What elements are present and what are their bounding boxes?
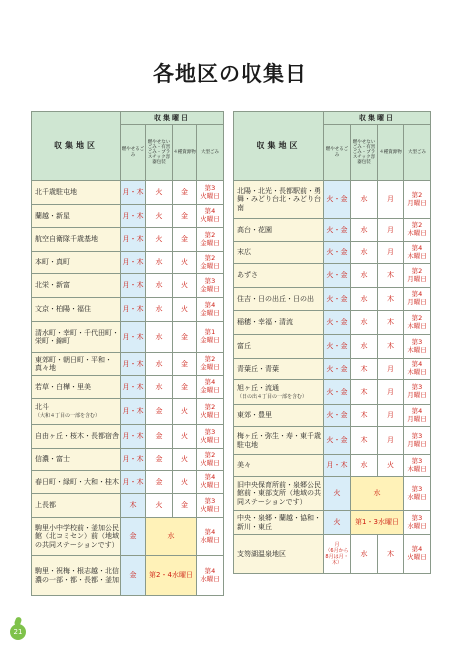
burnable-day: 月・木: [121, 252, 146, 274]
area-name: [234, 335, 324, 359]
area-name: 中央・泉郷・蘭越・協和・新川・東丘: [234, 511, 324, 535]
nonburnable-day: 水: [351, 311, 378, 335]
table-row: [32, 494, 224, 518]
area-name: [32, 353, 121, 376]
area-label: 文京・柏陽・福住: [35, 305, 91, 314]
area-name: [234, 427, 324, 455]
nonburnable-day: 火: [146, 205, 173, 228]
table-row: [32, 449, 224, 471]
nonburnable-day: 水: [146, 322, 173, 353]
burnable-day: 月・木: [121, 274, 146, 298]
merged-day: 第2・4水曜日: [146, 556, 197, 596]
burnable-day: 火・金: [324, 335, 351, 359]
large-waste-day: 第3 月曜日: [404, 380, 431, 405]
area-note: （日の出４丁目の一部を含む）: [237, 393, 308, 400]
large-waste-day: 第2 金曜日: [197, 353, 224, 376]
table-row: [32, 556, 224, 596]
nonburnable-day: 木: [351, 359, 378, 380]
table-row: [234, 477, 431, 511]
burnable-day: 月・木: [121, 181, 146, 205]
nonburnable-day: 水: [351, 335, 378, 359]
large-waste-day: 第3 金曜日: [197, 274, 224, 298]
resources-day: 月: [378, 242, 404, 264]
resources-day: 火: [378, 455, 404, 477]
large-waste-day: 第4 木曜日: [404, 359, 431, 380]
large-waste-day: 第4 火曜日: [197, 471, 224, 494]
area-label: 末広: [237, 248, 251, 257]
table-row: [32, 322, 224, 353]
table-row: [234, 311, 431, 335]
resources-day: 火: [173, 471, 197, 494]
area-header: 収集地区: [234, 112, 324, 181]
large-waste-day: 第4 水曜日: [197, 556, 224, 596]
area-label: 春日町・緑町・大和・桂木: [35, 477, 119, 486]
merged-day: 水: [146, 518, 197, 556]
large-waste-day: 第2 月曜日: [404, 181, 431, 219]
area-name: [234, 242, 324, 264]
table-row: [234, 219, 431, 242]
table-row: [234, 242, 431, 264]
burnable-day: 月・木: [121, 399, 146, 425]
area-label: 稲穂・幸福・清流: [237, 318, 293, 327]
resources-day: 木: [378, 311, 404, 335]
burnable-day: 月・木: [121, 228, 146, 252]
resources-day: 火: [173, 399, 197, 425]
large-waste-day: 第4 月曜日: [404, 405, 431, 427]
col-large: 大型ごみ: [404, 125, 431, 181]
page-number: 21: [10, 624, 26, 640]
table-row: [32, 399, 224, 425]
resources-day: 月: [378, 181, 404, 219]
burnable-day: 木: [121, 494, 146, 518]
schedule-table-right: [233, 111, 431, 574]
area-label: 蘭越・新星: [35, 211, 70, 220]
area-name: [32, 471, 121, 494]
table-row: [32, 274, 224, 298]
collection-day-header: 収集曜日: [121, 112, 224, 125]
resources-day: 金: [173, 376, 197, 399]
nonburnable-day: 水: [351, 264, 378, 288]
resources-day: 金: [173, 228, 197, 252]
resources-day: 火: [173, 449, 197, 471]
merged-day: 第1・3水曜日: [351, 511, 404, 535]
large-waste-day: 第4 月曜日: [404, 288, 431, 311]
area-name: [32, 274, 121, 298]
area-name: [32, 205, 121, 228]
area-name: 駒里・祝梅・根志越・北信濃の一部・都・長都・釜加: [32, 556, 121, 596]
table-row: [234, 335, 431, 359]
area-label: 信濃・富士: [35, 455, 70, 464]
large-waste-day: 第3 水曜日: [404, 511, 431, 535]
resources-day: 火: [173, 425, 197, 449]
nonburnable-day: 木: [351, 380, 378, 405]
table-row: [32, 425, 224, 449]
table-row: [32, 298, 224, 322]
table-row: [234, 359, 431, 380]
table-row: [234, 288, 431, 311]
table-row: [32, 376, 224, 399]
area-name: [32, 181, 121, 205]
table-row: [234, 264, 431, 288]
burnable-day: 月・木: [121, 425, 146, 449]
nonburnable-day: 水: [146, 298, 173, 322]
page-title: 各地区の収集日: [153, 62, 307, 86]
large-waste-day: 第3 火曜日: [197, 494, 224, 518]
area-name: [32, 322, 121, 353]
area-name: [234, 311, 324, 335]
nonburnable-day: 水: [351, 535, 378, 574]
table-row: [32, 518, 224, 556]
area-note: （大和４丁目の一部を含む）: [35, 413, 101, 420]
nonburnable-day: 火: [146, 181, 173, 205]
resources-day: 金: [173, 353, 197, 376]
nonburnable-day: 水: [351, 288, 378, 311]
area-label: 富丘: [237, 342, 251, 351]
area-name: [32, 228, 121, 252]
large-waste-day: 第1 金曜日: [197, 322, 224, 353]
resources-day: 火: [173, 252, 197, 274]
area-name: 支笏湖温泉地区: [234, 535, 324, 574]
col-resources: ４種資源物: [173, 125, 197, 181]
area-name: [234, 264, 324, 288]
burnable-day: 月・木: [121, 471, 146, 494]
burnable-day: 火・金: [324, 219, 351, 242]
nonburnable-day: 水: [146, 376, 173, 399]
col-large: 大型ごみ: [197, 125, 224, 181]
area-name: [32, 252, 121, 274]
area-label: 梅ヶ丘・弥生・寿・東千歳駐屯地: [237, 432, 321, 449]
burnable-day: 月・木: [121, 322, 146, 353]
area-name: [234, 455, 324, 477]
table-row: [234, 380, 431, 405]
area-name: [234, 219, 324, 242]
resources-day: 木: [378, 335, 404, 359]
nonburnable-day: 水: [351, 219, 378, 242]
large-waste-day: 第2 金曜日: [197, 252, 224, 274]
area-label: あずさ: [237, 271, 258, 280]
resources-day: 金: [173, 205, 197, 228]
area-name: [32, 376, 121, 399]
resources-day: 木: [378, 535, 404, 574]
nonburnable-day: 水: [351, 181, 378, 219]
area-label: 本町・真町: [35, 258, 70, 267]
table-row: [234, 511, 431, 535]
burnable-day: 月 （6月から8月は月・木）: [324, 535, 351, 574]
nonburnable-day: 水: [146, 252, 173, 274]
col-burnable: 燃やせるごみ: [324, 125, 351, 181]
area-label: 美々: [237, 461, 251, 470]
large-waste-day: 第3 火曜日: [197, 425, 224, 449]
table-row: [32, 471, 224, 494]
burnable-day: 火・金: [324, 288, 351, 311]
burnable-day: 火: [324, 477, 351, 511]
nonburnable-day: 水: [351, 455, 378, 477]
table-row: [32, 353, 224, 376]
col-resources: ４種資源物: [378, 125, 404, 181]
large-waste-day: 第2 金曜日: [197, 228, 224, 252]
nonburnable-day: 金: [146, 471, 173, 494]
area-name: [32, 298, 121, 322]
resources-day: 月: [378, 380, 404, 405]
burnable-day: 火: [324, 511, 351, 535]
nonburnable-day: 水: [351, 242, 378, 264]
large-waste-day: 第3 木曜日: [404, 335, 431, 359]
col-nonburnable: 燃やせないごみ・有害ごみ・プラスチック容器包装: [146, 125, 173, 181]
nonburnable-day: 金: [146, 399, 173, 425]
nonburnable-day: 金: [146, 449, 173, 471]
col-nonburnable: 燃やせないごみ・有害ごみ・プラスチック容器包装: [351, 125, 378, 181]
area-name: 駒里小中学校前・釜加公民館（北コミセン）前（地域の共同ステーションです）: [32, 518, 121, 556]
large-waste-day: 第2 火曜日: [197, 449, 224, 471]
burnable-day: 火・金: [324, 242, 351, 264]
area-label: 北千歳駐屯地: [35, 188, 77, 197]
area-name: [32, 425, 121, 449]
table-row: [234, 535, 431, 574]
table-row: [234, 427, 431, 455]
burnable-day: 火・金: [324, 264, 351, 288]
resources-day: 月: [378, 405, 404, 427]
table-row: [234, 405, 431, 427]
resources-day: 月: [378, 359, 404, 380]
large-waste-day: 第4 火曜日: [404, 535, 431, 574]
large-waste-day: 第4 木曜日: [404, 242, 431, 264]
area-label: 若草・白樺・里美: [35, 382, 91, 391]
nonburnable-day: 金: [146, 425, 173, 449]
burnable-day: 月・木: [121, 353, 146, 376]
large-waste-day: 第2 木曜日: [404, 311, 431, 335]
col-burnable: 燃やせるごみ: [121, 125, 146, 181]
area-name: [234, 380, 324, 405]
table-row: [32, 252, 224, 274]
table-row: [32, 205, 224, 228]
resources-day: 金: [173, 322, 197, 353]
resources-day: 金: [173, 494, 197, 518]
nonburnable-day: 水: [146, 274, 173, 298]
table-row: [32, 181, 224, 205]
large-waste-day: 第3 月曜日: [404, 427, 431, 455]
area-name: [234, 181, 324, 219]
burnable-day: 火・金: [324, 380, 351, 405]
table-row: [234, 181, 431, 219]
area-name: [234, 405, 324, 427]
nonburnable-day: 火: [146, 494, 173, 518]
large-waste-day: 第2 木曜日: [404, 219, 431, 242]
large-waste-day: 第4 金曜日: [197, 376, 224, 399]
burnable-day: 金: [121, 556, 146, 596]
area-label: 住吉・日の出丘・日の出: [237, 294, 314, 303]
resources-day: 木: [378, 264, 404, 288]
large-waste-day: 第2 月曜日: [404, 264, 431, 288]
resources-day: 金: [173, 181, 197, 205]
burnable-day: 火・金: [324, 427, 351, 455]
large-waste-day: 第4 水曜日: [197, 518, 224, 556]
area-header: 収集地区: [32, 112, 121, 181]
resources-day: 火: [173, 298, 197, 322]
nonburnable-day: 火: [146, 228, 173, 252]
area-label: 高台・花園: [237, 225, 272, 234]
burnable-day: 火・金: [324, 311, 351, 335]
burnable-day: 火・金: [324, 405, 351, 427]
resources-day: 木: [378, 288, 404, 311]
nonburnable-day: 木: [351, 427, 378, 455]
area-label: 清水町・幸町・千代田町・栄町・錦町: [35, 328, 119, 345]
area-label: 自由ヶ丘・桜木・長都宿舎: [35, 432, 119, 441]
area-label: 航空自衛隊千歳基地: [35, 235, 98, 244]
burnable-day: 月・木: [121, 298, 146, 322]
large-waste-day: 第4 火曜日: [197, 205, 224, 228]
area-label: 東郊・豊里: [237, 411, 272, 420]
area-name: [32, 399, 121, 425]
nonburnable-day: 木: [351, 405, 378, 427]
large-waste-day: 第3 木曜日: [404, 455, 431, 477]
merged-day: 水: [351, 477, 404, 511]
large-waste-day: 第3 火曜日: [197, 181, 224, 205]
burnable-day: 月・木: [121, 376, 146, 399]
resources-day: 月: [378, 219, 404, 242]
burnable-day: 金: [121, 518, 146, 556]
table-row: [32, 228, 224, 252]
area-name: [32, 449, 121, 471]
area-name: [234, 359, 324, 380]
area-label: 北斗: [35, 403, 49, 412]
area-name: 旧中央保育所前・泉郷公民館前・東部支所（地域の共同ステーションです）: [234, 477, 324, 511]
large-waste-day: 第4 金曜日: [197, 298, 224, 322]
area-label: 旭ヶ丘・流通: [237, 383, 279, 392]
burnable-day: 月・木: [121, 449, 146, 471]
large-waste-day: 第3 水曜日: [404, 477, 431, 511]
area-label: 東郊町・朝日町・平和・真々地: [35, 355, 112, 372]
area-name: [234, 288, 324, 311]
burnable-day: 月・木: [324, 455, 351, 477]
burnable-day: 火・金: [324, 359, 351, 380]
burnable-day: 火・金: [324, 181, 351, 219]
area-label: 青葉丘・青葉: [237, 364, 279, 373]
area-name: [32, 494, 121, 518]
table-row: [234, 455, 431, 477]
collection-day-header: 収集曜日: [324, 112, 431, 125]
area-label: 上長都: [35, 501, 56, 510]
nonburnable-day: 水: [146, 353, 173, 376]
area-label: 北栄・新富: [35, 281, 70, 290]
resources-day: 月: [378, 427, 404, 455]
burnable-day: 月・木: [121, 205, 146, 228]
resources-day: 火: [173, 274, 197, 298]
large-waste-day: 第2 火曜日: [197, 399, 224, 425]
schedule-table-left: [31, 111, 224, 596]
area-label: 北陽・北光・長都駅前・勇舞・みどり台北・みどり台南: [237, 187, 321, 212]
